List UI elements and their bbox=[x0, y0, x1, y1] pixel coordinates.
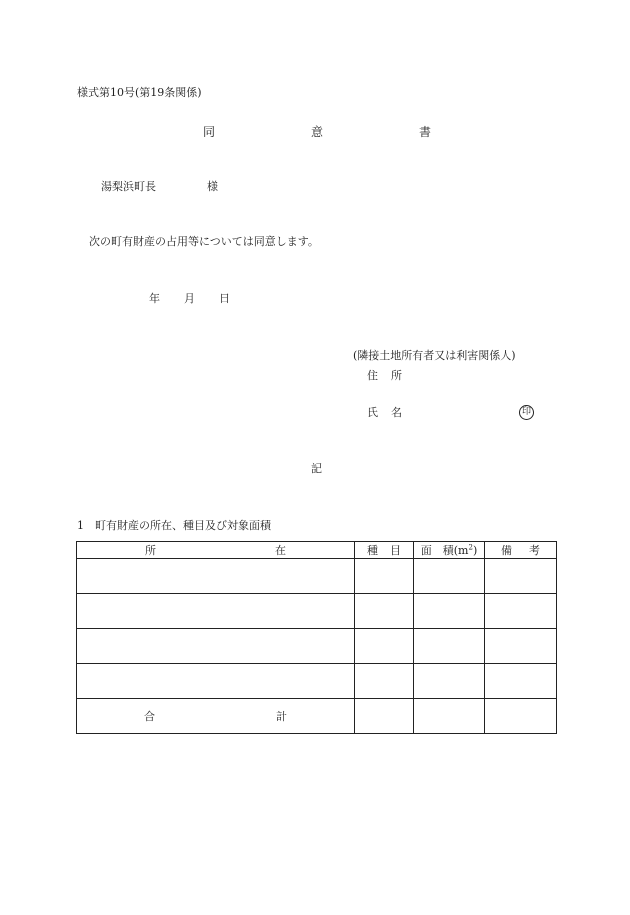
header-remarks-1: 備 bbox=[501, 544, 512, 557]
seal-mark: 印 bbox=[519, 405, 534, 420]
address-label-2: 所 bbox=[391, 369, 402, 382]
date-year: 年 bbox=[149, 292, 160, 305]
honorific: 様 bbox=[207, 180, 218, 193]
title-char-1: 同 bbox=[203, 125, 216, 139]
header-type-2: 目 bbox=[390, 544, 401, 557]
name-label-1: 氏 bbox=[367, 406, 378, 419]
header-area: 面 積$(m^2)$ bbox=[414, 542, 485, 559]
address-label-1: 住 bbox=[367, 369, 378, 382]
total-label-1: 合 bbox=[144, 710, 155, 723]
table-row bbox=[77, 559, 557, 594]
note-heading: 記 bbox=[311, 462, 322, 475]
name-label-2: 名 bbox=[391, 406, 402, 419]
header-remarks-2: 考 bbox=[529, 544, 540, 557]
title-char-2: 意 bbox=[311, 125, 324, 139]
table-total-row bbox=[77, 699, 557, 734]
date-month: 月 bbox=[184, 292, 195, 305]
header-location-2: 在 bbox=[275, 544, 286, 557]
signer-role: (隣接土地所有者又は利害関係人) bbox=[353, 349, 516, 362]
header-remarks bbox=[485, 542, 557, 559]
header-type-1: 種 bbox=[367, 544, 378, 557]
total-label-2: 計 bbox=[276, 710, 287, 723]
header-type bbox=[355, 542, 414, 559]
date-day: 日 bbox=[219, 292, 230, 305]
title-char-3: 書 bbox=[419, 125, 432, 139]
addressee: 湯梨浜町長 bbox=[101, 180, 156, 193]
property-table bbox=[76, 541, 557, 734]
table-header-row bbox=[77, 542, 557, 559]
form-number: 様式第10号(第19条関係) bbox=[77, 86, 202, 99]
body-text: 次の町有財産の占用等については同意します。 bbox=[89, 235, 319, 248]
section1-heading: 1 町有財産の所在、種目及び対象面積 bbox=[77, 519, 271, 532]
total-label-cell bbox=[77, 699, 355, 734]
header-location bbox=[77, 542, 355, 559]
table-row bbox=[77, 664, 557, 699]
table-row bbox=[77, 594, 557, 629]
table-row bbox=[77, 629, 557, 664]
header-location-1: 所 bbox=[145, 544, 156, 557]
